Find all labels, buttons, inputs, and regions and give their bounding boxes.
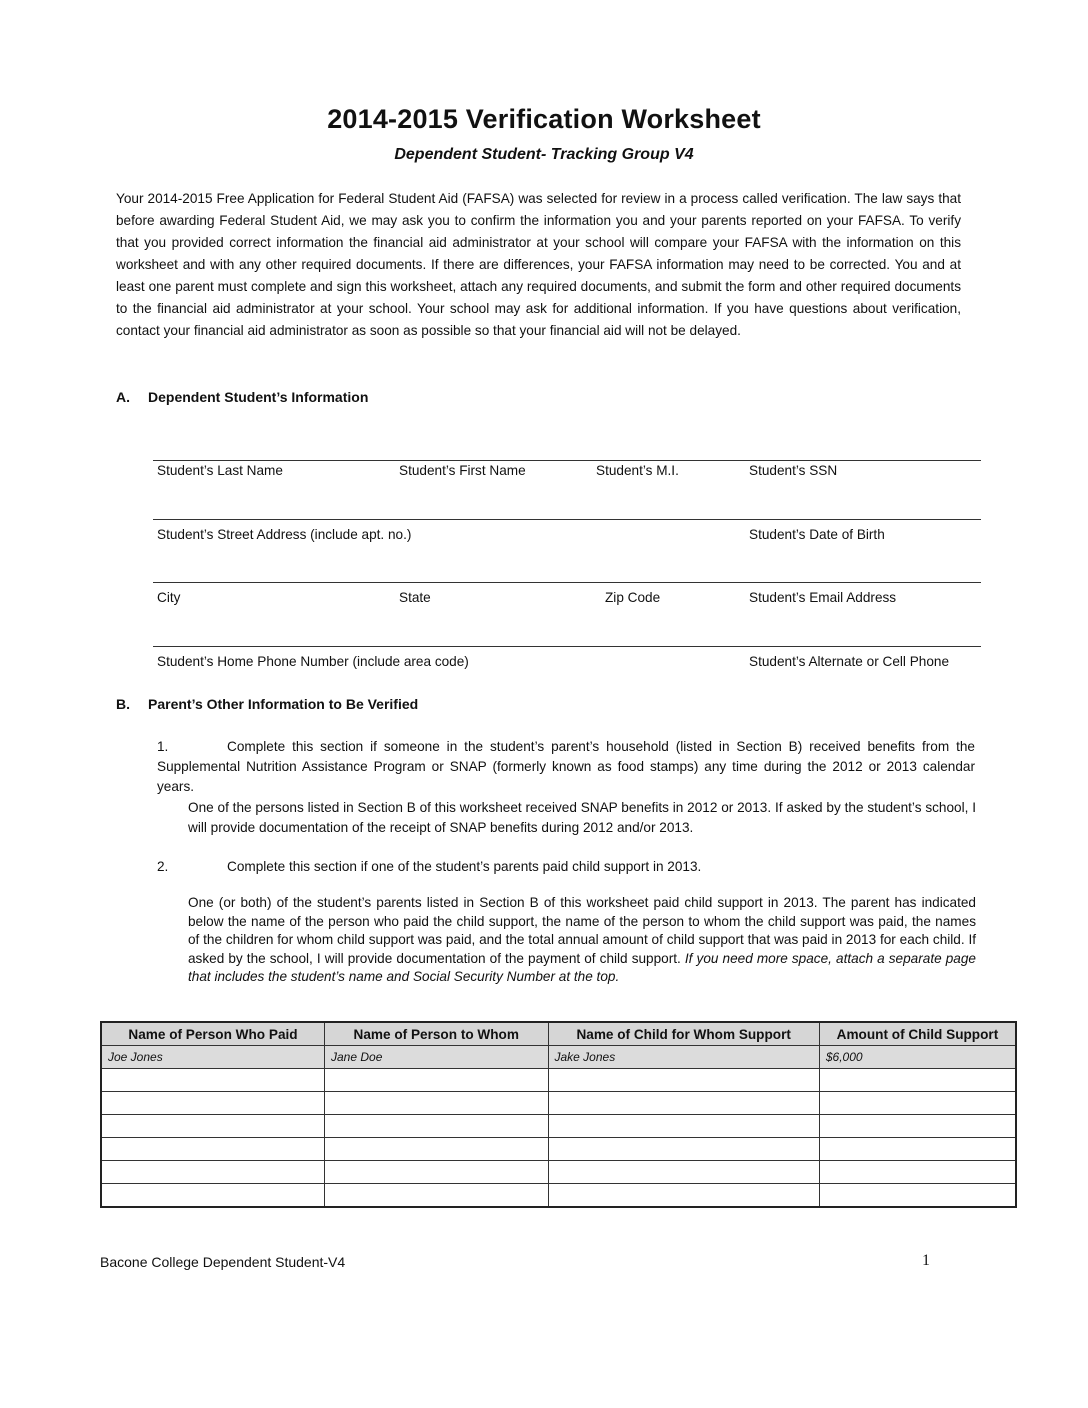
example-row xyxy=(101,1046,1016,1069)
table-cell[interactable] xyxy=(819,1184,1016,1208)
page-title: 2014-2015 Verification Worksheet xyxy=(327,104,761,134)
table-header-row xyxy=(101,1022,1016,1046)
snap-instruction xyxy=(157,737,975,797)
intro-paragraph: Your 2014-2015 Free Application for Federal Student Aid (FAFSA) was selected for review in a process called verification. The law says that before awarding Federal Student Aid, we may ask you to confirm the information you and your parents reported on your FAFSA. To verify that you provided correct information the financial aid administrator at your school will compare your FAFSA with the information on this worksheet and with any other required documents. If there are differences, your FAFSA information may need to be corrected. You and at least one parent must complete and sign this worksheet, attach any required documents, and submit the form and other required documents to the financial aid administrator at your school. Your school may ask for additional information. If you have questions about verification, contact your financial aid administrator as soon as possible so that your financial aid will not be delayed. xyxy=(116,191,961,338)
student-home-phone-field[interactable]: Student’s Home Phone Number (include area code) xyxy=(157,654,469,669)
city-field[interactable]: City xyxy=(157,590,181,605)
section-a-title: Dependent Student’s Information xyxy=(148,389,369,405)
footer-text: Bacone College Dependent Student-V4 xyxy=(100,1254,346,1270)
table-cell[interactable] xyxy=(101,1115,325,1138)
field-rule xyxy=(153,519,981,520)
table-cell[interactable] xyxy=(325,1184,549,1208)
child-support-table xyxy=(100,1021,1017,1208)
section-a-letter: A. xyxy=(116,389,130,405)
table-row[interactable] xyxy=(101,1184,1016,1208)
table-cell[interactable] xyxy=(325,1161,549,1184)
table-row[interactable] xyxy=(101,1138,1016,1161)
item-2-text: Complete this section if one of the student’s parents paid child support in 2013. xyxy=(227,859,702,874)
page-number: 1 xyxy=(922,1252,930,1269)
table-cell[interactable] xyxy=(101,1069,325,1092)
table-cell[interactable] xyxy=(325,1138,549,1161)
table-cell[interactable] xyxy=(819,1138,1016,1161)
child-support-statement[interactable] xyxy=(188,894,976,987)
table-row[interactable] xyxy=(101,1069,1016,1092)
table-cell[interactable] xyxy=(819,1115,1016,1138)
table-cell[interactable] xyxy=(548,1138,819,1161)
table-cell[interactable] xyxy=(548,1161,819,1184)
item-2-number: 2. xyxy=(157,859,169,874)
table-cell[interactable] xyxy=(819,1092,1016,1115)
table-cell[interactable] xyxy=(101,1138,325,1161)
table-cell[interactable] xyxy=(548,1115,819,1138)
student-alt-phone-field[interactable]: Student’s Alternate or Cell Phone xyxy=(749,654,950,669)
state-field[interactable]: State xyxy=(399,590,431,605)
table-cell[interactable] xyxy=(548,1184,819,1208)
section-b-letter: B. xyxy=(116,696,130,712)
child-support-statement-note: If you need more space, attach a separate page that includes the student’s name and Social Security Number at the top. xyxy=(188,950,976,984)
table-row[interactable] xyxy=(101,1115,1016,1138)
student-dob-field[interactable]: Student’s Date of Birth xyxy=(749,527,885,542)
student-ssn-field[interactable]: Student’s SSN xyxy=(749,463,838,478)
example-payer: Joe Jones xyxy=(101,1046,325,1069)
example-amount: $6,000 xyxy=(819,1046,1016,1069)
table-cell[interactable] xyxy=(325,1115,549,1138)
header-person-to-whom: Name of Person to Whom xyxy=(325,1022,549,1046)
table-cell[interactable] xyxy=(101,1184,325,1208)
table-cell[interactable] xyxy=(325,1069,549,1092)
child-support-instruction xyxy=(157,857,975,877)
item-1-number: 1. xyxy=(157,739,169,754)
table-cell[interactable] xyxy=(819,1161,1016,1184)
example-child: Jake Jones xyxy=(548,1046,819,1069)
header-amount: Amount of Child Support xyxy=(819,1022,1016,1046)
field-rule xyxy=(153,460,981,461)
student-street-address-field[interactable]: Student’s Street Address (include apt. no.) xyxy=(157,527,412,542)
field-rule xyxy=(153,582,981,583)
table-row[interactable] xyxy=(101,1092,1016,1115)
table-cell[interactable] xyxy=(325,1092,549,1115)
table-row[interactable] xyxy=(101,1161,1016,1184)
example-recipient: Jane Doe xyxy=(325,1046,549,1069)
child-support-statement-text: One (or both) of the student’s parents listed in Section B of this worksheet paid child support in 2013. The parent has indicated below the name of the person who paid the child support, the name of the person to whom the child support was paid, the names of the children for whom child support was paid, and the total annual amount of child support that was paid in 2013 for each child. If asked by the school, I will provide documentation of the payment of child support. xyxy=(188,895,976,966)
item-1-text: Complete this section if someone in the student’s parent’s household (listed in Section B) received benefits from the Supplemental Nutrition Assistance Program or SNAP (formerly known as food stamps) any time during the 2012 or 2013 calendar years. xyxy=(157,739,975,794)
field-rule xyxy=(153,646,981,647)
section-b-title: Parent’s Other Information to Be Verified xyxy=(148,696,419,712)
table-cell[interactable] xyxy=(101,1092,325,1115)
section-a-heading xyxy=(116,389,368,405)
student-email-field[interactable]: Student’s Email Address xyxy=(749,590,897,605)
snap-statement[interactable]: One of the persons listed in Section B of this worksheet received SNAP benefits in 2012 or 2013. If asked by the student’s school, I will provide documentation of the receipt of SNAP benefits during 2012 and/or 2013. xyxy=(188,800,976,835)
table-cell[interactable] xyxy=(548,1069,819,1092)
student-mi-field[interactable]: Student’s M.I. xyxy=(596,463,679,478)
zip-code-field[interactable]: Zip Code xyxy=(605,590,661,605)
student-last-name-field[interactable]: Student’s Last Name xyxy=(157,463,283,478)
table-cell[interactable] xyxy=(548,1092,819,1115)
section-b-heading xyxy=(116,696,418,712)
table-cell[interactable] xyxy=(819,1069,1016,1092)
student-first-name-field[interactable]: Student’s First Name xyxy=(399,463,526,478)
page-subtitle: Dependent Student- Tracking Group V4 xyxy=(394,146,694,163)
header-child-for-whom: Name of Child for Whom Support xyxy=(548,1022,819,1046)
table-cell[interactable] xyxy=(101,1161,325,1184)
header-person-who-paid: Name of Person Who Paid xyxy=(101,1022,325,1046)
